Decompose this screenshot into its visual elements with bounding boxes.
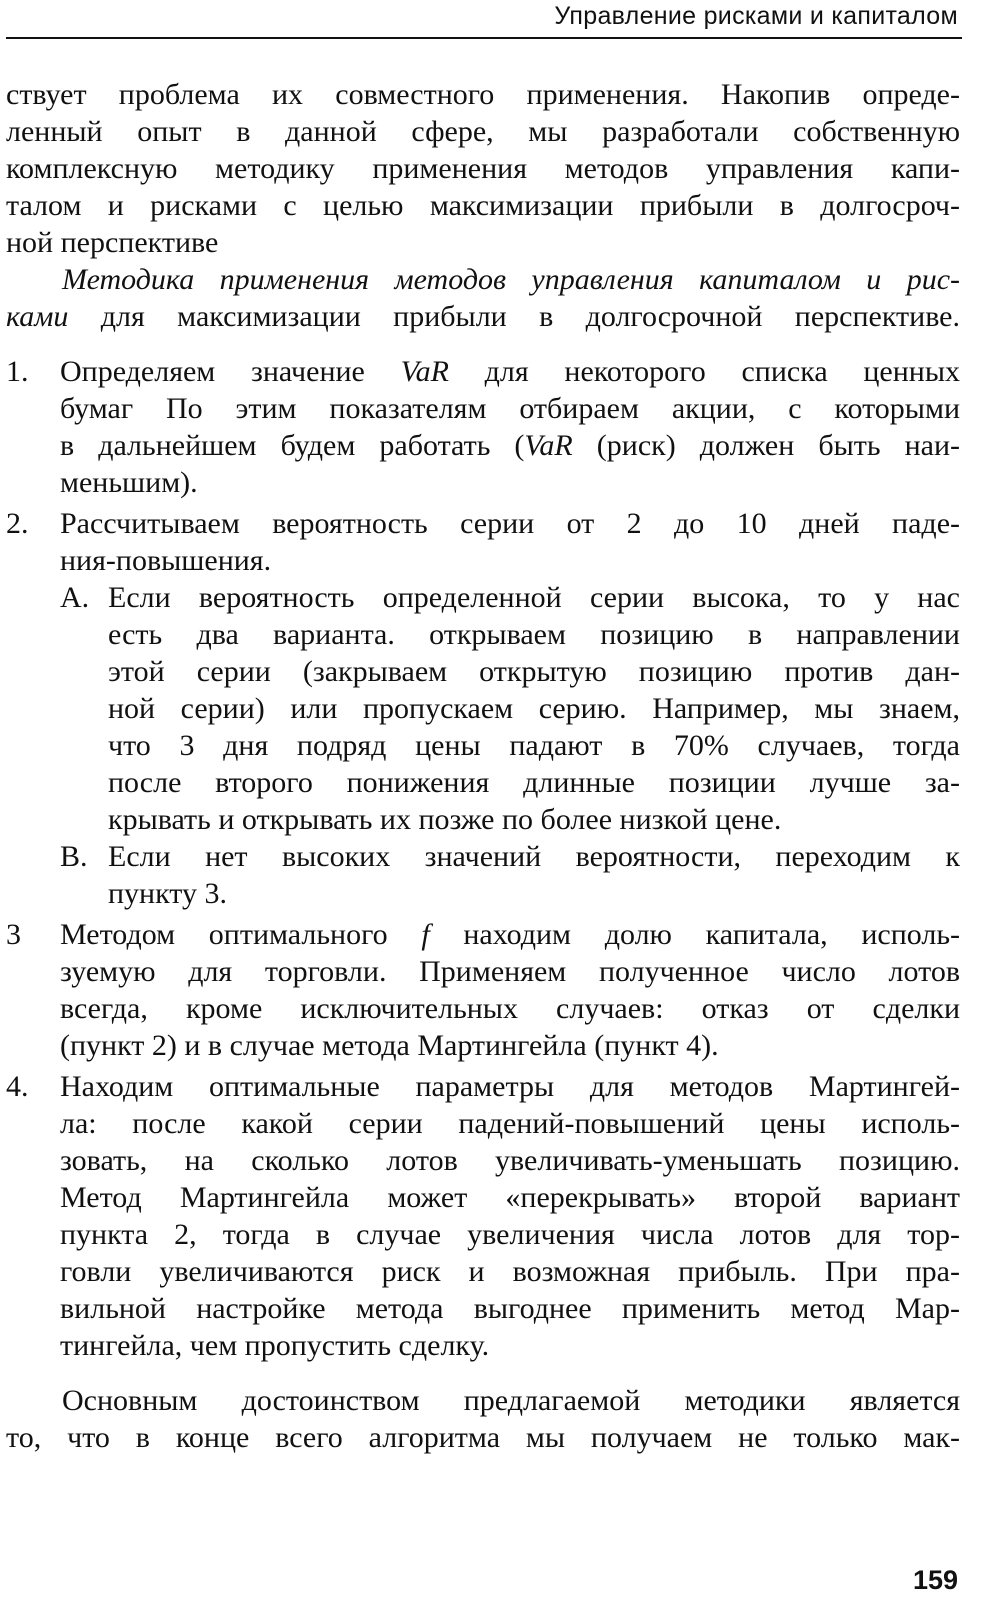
method-heading-rest: для максимизации прибыли в долгосрочной перспективе. <box>68 300 960 333</box>
list-item-3 <box>6 916 960 1064</box>
method-heading-italic: ками <box>6 300 69 333</box>
text-line: бумаг По этим показателям отбираем акции, с которыми <box>60 392 960 425</box>
list-item-number: 1. <box>6 355 29 388</box>
text-line: комплексную методику применения методов управления капи- <box>6 152 960 185</box>
text-line: после второго понижения длинные позиции лучше за- <box>108 766 960 799</box>
text-line <box>60 916 960 953</box>
list-item-number: 2. <box>6 507 29 540</box>
text-line: Рассчитываем вероятность серии от 2 до 10 дней паде- <box>60 507 960 540</box>
var-term: f <box>421 918 430 951</box>
sub-item-letter: В. <box>60 840 88 873</box>
text-line: тингейла, чем пропустить сделку. <box>60 1329 490 1362</box>
text-line: Если вероятность определенной серии высока, то у нас <box>108 581 960 614</box>
list-item-4 <box>6 1068 960 1364</box>
text-line: говли увеличиваются риск и возможная прибыль. При пра- <box>60 1255 960 1288</box>
list-item-number: 3 <box>6 918 21 951</box>
body-text <box>6 76 960 1456</box>
text-line: ной серии) или пропускаем серию. Например, мы знаем, <box>108 692 960 725</box>
method-heading <box>6 261 960 335</box>
text-run: в дальнейшем будем работать ( <box>60 429 525 462</box>
text-line: зуемую для торговли. Применяем полученное число лотов <box>60 955 960 988</box>
text-run: находим долю капитала, исполь- <box>429 918 960 951</box>
text-line: этой серии (закрываем открытую позицию против дан- <box>108 655 960 688</box>
method-heading-line <box>6 298 960 335</box>
text-run: для некоторого списка ценных <box>448 355 960 388</box>
header-rule <box>6 37 962 39</box>
list-item-1 <box>6 353 960 501</box>
text-line: ния-повышения. <box>60 544 272 577</box>
spacer <box>6 1364 960 1382</box>
text-line: ла: после какой серии падений-повышений цены исполь- <box>60 1107 960 1140</box>
sub-item-a <box>60 579 960 838</box>
text-run: Методом оптимального <box>60 918 422 951</box>
text-line <box>60 353 960 390</box>
sub-item-b <box>60 838 960 912</box>
method-heading-line: Методика применения методов управления капиталом и рис- <box>62 263 960 296</box>
text-line: (пункт 2) и в случае метода Мартингейла (пункт 4). <box>60 1029 719 1062</box>
text-line: меньшим). <box>60 466 198 499</box>
text-line: Находим оптимальные параметры для методов Мартингей- <box>60 1070 960 1103</box>
text-line: что 3 дня подряд цены падают в 70% случаев, тогда <box>108 729 960 762</box>
list-item-number: 4. <box>6 1070 29 1103</box>
spacer <box>6 335 960 353</box>
text-line: вильной настройке метода выгоднее применить метод Мар- <box>60 1292 960 1325</box>
text-line: Метод Мартингейла может «перекрывать» второй вариант <box>60 1181 960 1214</box>
page-number: 159 <box>912 1565 958 1595</box>
text-run: Определяем значение <box>60 355 401 388</box>
text-line: ленный опыт в данной сфере, мы разработали собственную <box>6 115 960 148</box>
text-line: пункту 3. <box>108 877 228 910</box>
text-line <box>60 427 960 464</box>
text-line: пункта 2, тогда в случае увеличения числа лотов для тор- <box>60 1218 960 1251</box>
var-term: VaR <box>524 429 573 462</box>
list-item-2 <box>6 505 960 579</box>
var-term: VaR <box>400 355 449 388</box>
sub-item-letter: А. <box>60 581 90 614</box>
running-header: Управление рисками и капиталом <box>554 2 958 30</box>
text-line: Если нет высоких значений вероятности, переходим к <box>108 840 960 873</box>
text-line: крывать и открывать их позже по более низкой цене. <box>108 803 782 836</box>
text-line: ствует проблема их совместного применения. Накопив опреде- <box>6 78 960 111</box>
text-line: всегда, кроме исключительных случаев: отказ от сделки <box>60 992 960 1025</box>
text-line: зовать, на сколько лотов увеличивать-уменьшать позицию. <box>60 1144 960 1177</box>
closing-paragraph <box>6 1382 960 1456</box>
text-line: то, что в конце всего алгоритма мы получаем не только мак- <box>6 1421 960 1454</box>
text-run: (риск) должен быть наи- <box>572 429 960 462</box>
intro-paragraph <box>6 76 960 261</box>
text-line: ной перспективе <box>6 226 219 259</box>
text-line: талом и рисками с целью максимизации прибыли в долгосроч- <box>6 189 960 222</box>
text-line: есть два варианта. открываем позицию в направлении <box>108 618 960 651</box>
text-line: Основным достоинством предлагаемой методики является <box>62 1384 960 1417</box>
